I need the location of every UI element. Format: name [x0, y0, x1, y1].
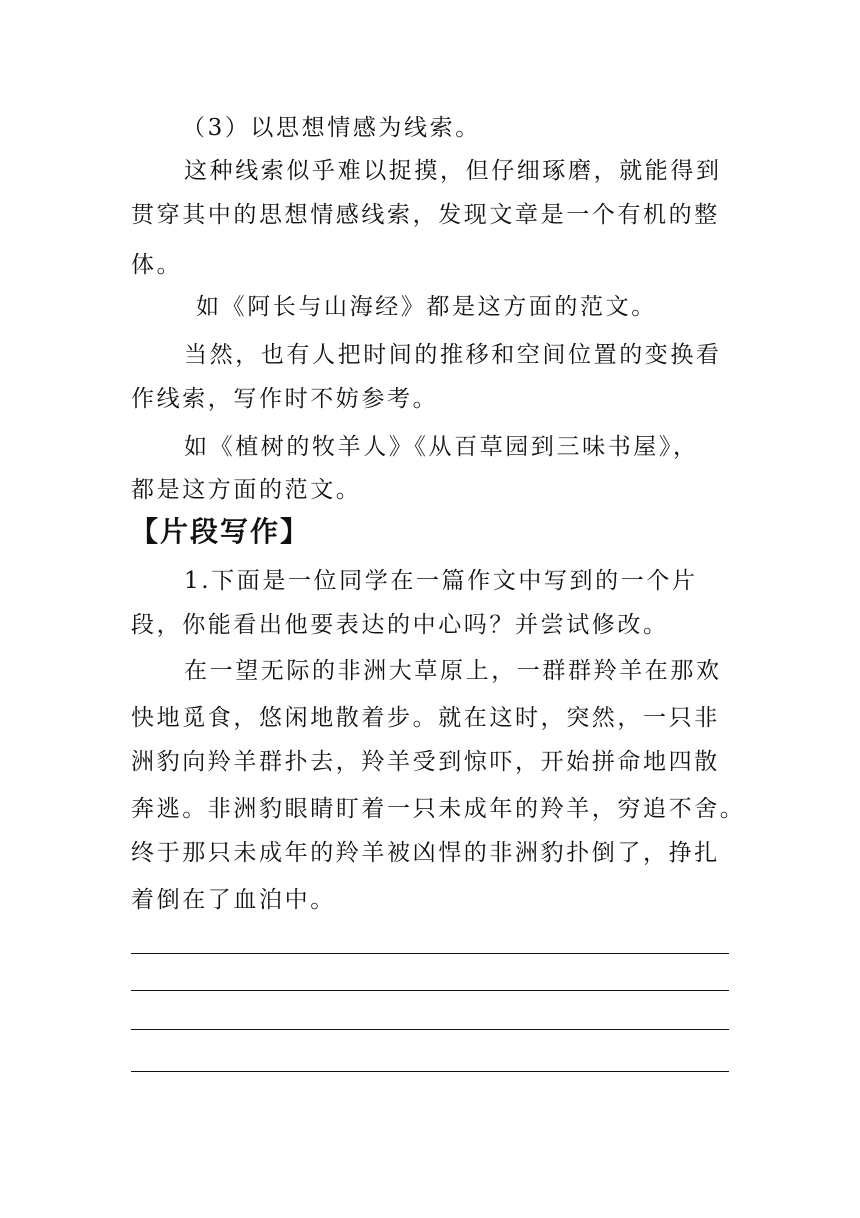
passage-line: 快地觅食，悠闲地散着步。就在这时，突然，一只非	[131, 705, 720, 731]
passage-line: 在一望无际的非洲大草原上，一群群羚羊在那欢	[184, 658, 722, 684]
answer-line[interactable]	[131, 1029, 729, 1030]
example-line: 都是这方面的范文。	[131, 477, 362, 503]
example-line: 如《植树的牧羊人》《从百草园到三味书屋》，	[184, 434, 699, 460]
answer-line[interactable]	[131, 990, 729, 991]
question-line: 1.下面是一位同学在一篇作文中写到的一个片	[184, 568, 698, 594]
answer-line[interactable]	[131, 1071, 729, 1072]
answer-line[interactable]	[131, 953, 729, 954]
question-line: 段，你能看出他要表达的中心吗？并尝试修改。	[131, 612, 669, 638]
paragraph-line: 体。	[131, 252, 183, 278]
paragraph-line: 贯穿其中的思想情感线索，发现文章是一个有机的整	[131, 202, 720, 228]
passage-line: 洲豹向羚羊群扑去，羚羊受到惊吓，开始拼命地四散	[131, 749, 720, 775]
example-line: 如《阿长与山海经》都是这方面的范文。	[196, 294, 657, 320]
paragraph-line: 当然，也有人把时间的推移和空间位置的变换看	[184, 342, 722, 368]
passage-line: 奔逃。非洲豹眼睛盯着一只未成年的羚羊，穷追不舍。	[131, 796, 746, 822]
passage-line: 着倒在了血泊中。	[131, 887, 336, 913]
passage-line: 终于那只未成年的羚羊被凶悍的非洲豹扑倒了，挣扎	[131, 840, 720, 866]
section-title: （3）以思想情感为线索。	[182, 115, 481, 141]
exercise-heading: 【片段写作】	[130, 515, 311, 548]
paragraph-line: 作线索，写作时不妨参考。	[131, 386, 439, 412]
paragraph-line: 这种线索似乎难以捉摸，但仔细琢磨，就能得到	[184, 158, 722, 184]
